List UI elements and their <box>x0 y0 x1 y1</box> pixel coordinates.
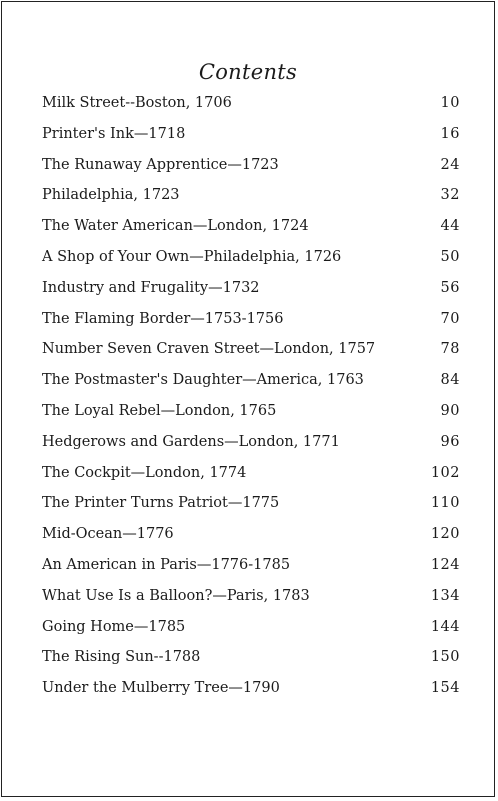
toc-entry <box>42 187 460 218</box>
toc-entry <box>42 126 460 157</box>
page-title: Contents <box>198 60 298 84</box>
chapter-title: Printer's Ink—1718 <box>42 125 186 142</box>
page-number: 120 <box>430 526 460 543</box>
chapter-title: Going Home—1785 <box>42 618 186 635</box>
page-number: 134 <box>430 587 460 604</box>
page-number: 150 <box>430 649 460 666</box>
chapter-title: The Loyal Rebel—London, 1765 <box>42 402 277 419</box>
page-number: 90 <box>440 402 460 419</box>
page-number: 102 <box>430 464 460 481</box>
page-number: 16 <box>440 125 460 142</box>
chapter-title: Number Seven Craven Street—London, 1757 <box>42 341 376 358</box>
chapter-title: Milk Street--Boston, 1706 <box>42 95 232 111</box>
chapter-title: An American in Paris—1776-1785 <box>42 556 291 573</box>
chapter-title: The Postmaster's Daughter—America, 1763 <box>42 372 364 389</box>
page-number: 154 <box>430 680 460 697</box>
chapter-title: A Shop of Your Own—Philadelphia, 1726 <box>42 248 342 265</box>
toc-entry <box>42 311 460 342</box>
chapter-title: The Cockpit—London, 1774 <box>42 464 247 481</box>
toc-entry <box>42 434 460 465</box>
chapter-title: What Use Is a Balloon?—Paris, 1783 <box>42 587 310 604</box>
page-number: 10 <box>440 95 460 111</box>
toc-entry <box>42 95 460 126</box>
toc-entry <box>42 157 460 188</box>
page-number: 78 <box>440 341 460 358</box>
page-number: 50 <box>440 248 460 265</box>
page-number: 24 <box>440 156 460 173</box>
toc-entry <box>42 280 460 311</box>
table-of-contents <box>42 95 460 711</box>
chapter-title: The Water American—London, 1724 <box>42 218 309 235</box>
toc-entry <box>42 372 460 403</box>
chapter-title: Hedgerows and Gardens—London, 1771 <box>42 433 340 450</box>
page-number: 144 <box>430 618 460 635</box>
toc-entry <box>42 526 460 557</box>
toc-entry <box>42 557 460 588</box>
page-number: 84 <box>440 372 460 389</box>
toc-entry <box>42 341 460 372</box>
toc-entry <box>42 403 460 434</box>
toc-entry <box>42 680 460 711</box>
page-number: 96 <box>440 433 460 450</box>
toc-entry <box>42 588 460 619</box>
toc-entry <box>42 249 460 280</box>
book-page <box>1 1 495 797</box>
toc-entry <box>42 218 460 249</box>
toc-entry <box>42 465 460 496</box>
chapter-title: Philadelphia, 1723 <box>42 187 180 204</box>
chapter-title: The Flaming Border—1753-1756 <box>42 310 284 327</box>
chapter-title: Industry and Frugality—1732 <box>42 279 260 296</box>
chapter-title: The Runaway Apprentice—1723 <box>42 156 279 173</box>
chapter-title: The Printer Turns Patriot—1775 <box>42 495 280 512</box>
page-number: 32 <box>440 187 460 204</box>
chapter-title: Mid-Ocean—1776 <box>42 526 174 543</box>
chapter-title: Under the Mulberry Tree—1790 <box>42 680 280 697</box>
page-number: 56 <box>440 279 460 296</box>
toc-entry <box>42 495 460 526</box>
page-number: 70 <box>440 310 460 327</box>
page-number: 110 <box>430 495 460 512</box>
toc-entry <box>42 649 460 680</box>
toc-entry <box>42 619 460 650</box>
page-number: 44 <box>440 218 460 235</box>
page-number: 124 <box>430 556 460 573</box>
chapter-title: The Rising Sun--1788 <box>42 649 201 666</box>
